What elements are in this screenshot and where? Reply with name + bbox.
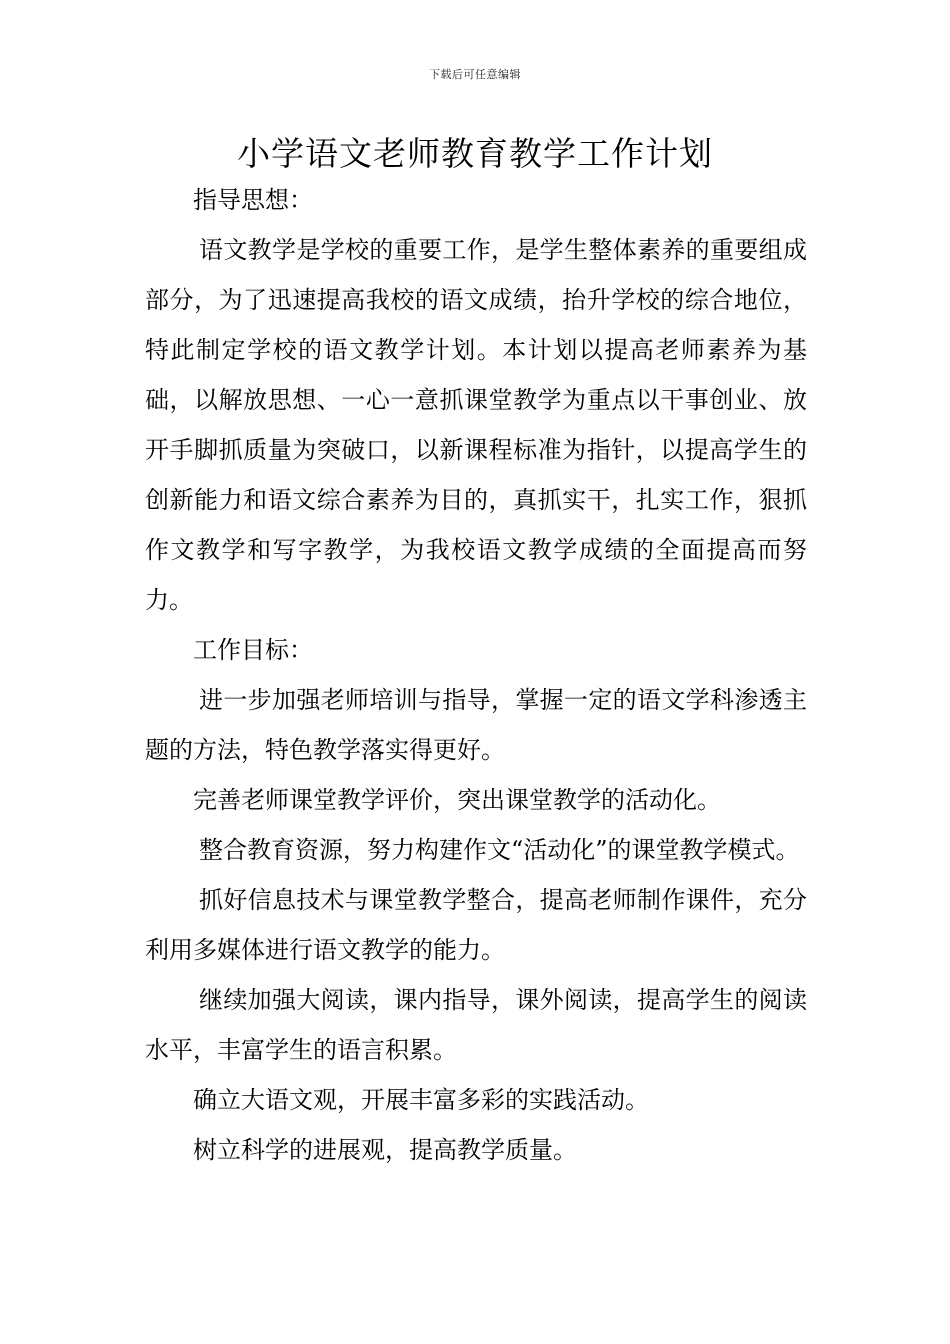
goal-item: 确立大语文观，开展丰富多彩的实践活动。 — [193, 1086, 649, 1114]
goal-item: 抓好信息技术与课堂教学整合，提高老师制作课件，充分利用多媒体进行语文教学的能力。 — [145, 886, 807, 964]
goal-item: 继续加强大阅读，课内指导，课外阅读，提高学生的阅读水平，丰富学生的语言积累。 — [145, 986, 807, 1064]
document-body — [145, 175, 807, 1175]
header-note: 下载后可任意编辑 — [429, 68, 521, 81]
guiding-paragraph: 语文教学是学校的重要工作，是学生整体素养的重要组成部分，为了迅速提高我校的语文成绩，抬升学校的综合地位，特此制定学校的语文教学计划。本计划以提高老师素养为基础，以解放思想、一心一意抓课堂教学为重点以干事创业、放开手脚抓质量为突破口，以新课程标准为指针，以提高学生的创新能力和语文综合素养为目的，真抓实干，扎实工作，狠抓作文教学和写字教学，为我校语文教学成绩的全面提高而努力。 — [145, 236, 807, 614]
goal-item: 整合教育资源，努力构建作文“活动化”的课堂教学模式。 — [199, 836, 800, 864]
goal-item: 完善老师课堂教学评价，突出课堂教学的活动化。 — [193, 786, 721, 814]
goals-heading: 工作目标： — [193, 636, 313, 664]
guiding-heading: 指导思想： — [193, 186, 313, 214]
document-title: 小学语文老师教育教学工作计划 — [237, 134, 713, 173]
goal-item: 树立科学的进展观，提高教学质量。 — [193, 1136, 577, 1164]
goal-item: 进一步加强老师培训与指导，掌握一定的语文学科渗透主题的方法，特色教学落实得更好。 — [145, 686, 807, 764]
